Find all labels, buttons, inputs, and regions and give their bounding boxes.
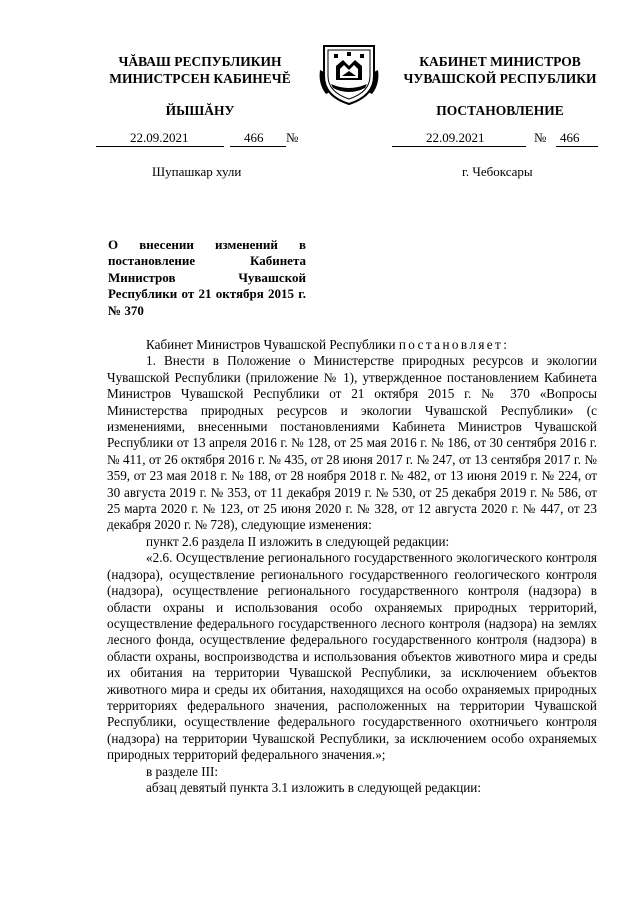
paragraph-3: «2.6. Осуществление регионального государственного экологического контроля (надзора), осуществление регионального государственного геологического контроля (надзора), осуществление регионального государственного контроля (надзора) в области охраны и использования особо охраняемых природных территорий, осуществление федерального государственного лесного контроля (надзора) на землях лесного фонда, осуществление федерального государственного контроля (надзора) в области охраны, воспроизводства и использования объектов животного мира и среды их обитания на территории Чувашской Республики, за исключением объектов животного мира и среды их обитания, находящихся на особо охраняемых природных территориях федерального значения, расположенных на территории Чувашской Республики, осуществление федерального государственного охотничьего контроля (надзора) на территории Чувашской Республики, за исключением особо охраняемых природных территорий федерального значения.»; (107, 550, 597, 763)
document-body (107, 337, 597, 796)
date-line-chuvash (96, 130, 306, 146)
org-name-chuvash-line2: МИНИСТРСЕН КАБИНЕЧĔ (109, 71, 291, 86)
chuvash-coat-of-arms-icon (316, 40, 382, 108)
number-russian: 466 (560, 130, 580, 145)
paragraph-5: абзац девятый пункта 3.1 изложить в следующей редакции: (146, 779, 482, 795)
doc-type-chuvash: ЙЫШĂНУ (165, 103, 235, 118)
org-name-russian-line1: КАБИНЕТ МИНИСТРОВ (419, 54, 581, 69)
number-sign-russian: № (534, 130, 547, 145)
paragraph-1: 1. Внести в Положение о Министерстве природных ресурсов и экологии Чувашской Республики (приложение № 1), утвержденное постановлением Кабинета Министров Чувашской Республики от 21 октября 2015 г. № 370 «Вопросы Министерства природных ресурсов и экологии Чувашской Республики» (с изменениями, внесенными постановлениями Кабинета Министров Чувашской Республики от 13 апреля 2016 г. № 128, от 25 мая 2016 г. № 186, от 30 сентября 2016 г. № 411, от 26 октября 2016 г. № 435, от 28 июня 2017 г. № 247, от 13 сентября 2017 г. № 359, от 23 мая 2018 г. № 188, от 28 ноября 2018 г. № 482, от 13 июня 2019 г. № 224, от 30 августа 2019 г. № 353, от 11 декабря 2019 г. № 530, от 25 декабря 2019 г. № 586, от 25 марта 2020 г. № 123, от 25 июня 2020 г. № 328, от 12 августа 2020 г. № 447, от 23 декабря 2020 г. № 728), следующие изменения: (107, 353, 597, 533)
org-name-russian (382, 53, 618, 87)
number-chuvash: 466 (244, 130, 264, 145)
date-line-russian (392, 130, 602, 146)
org-name-chuvash (100, 53, 300, 87)
org-name-russian-line2: ЧУВАШСКОЙ РЕСПУБЛИКИ (403, 71, 597, 86)
intro-paragraph (107, 337, 597, 353)
date-chuvash: 22.09.2021 (130, 130, 189, 145)
paragraph-2: пункт 2.6 раздела II изложить в следующей редакции: (146, 533, 450, 549)
underline-number-russian (556, 146, 598, 147)
number-sign-chuvash: № (286, 130, 299, 145)
place-chuvash: Шупашкар хули (152, 164, 242, 179)
underline-date-chuvash (96, 146, 224, 147)
underline-number-chuvash (230, 146, 286, 147)
intro-decree-word: постановляет: (398, 337, 510, 352)
date-russian: 22.09.2021 (426, 130, 485, 145)
doc-type-russian: ПОСТАНОВЛЕНИЕ (436, 103, 564, 118)
paragraph-4: в разделе III: (146, 763, 219, 779)
intro-prefix: Кабинет Министров Чувашской Республики (146, 337, 399, 352)
org-name-chuvash-line1: ЧĂВАШ РЕСПУБЛИКИН (118, 54, 282, 69)
underline-date-russian (392, 146, 526, 147)
document-title: О внесении изменений в постановление Кабинета Министров Чувашской Республики от 21 октября 2015 г. № 370 (108, 237, 306, 318)
place-russian: г. Чебоксары (462, 164, 533, 179)
